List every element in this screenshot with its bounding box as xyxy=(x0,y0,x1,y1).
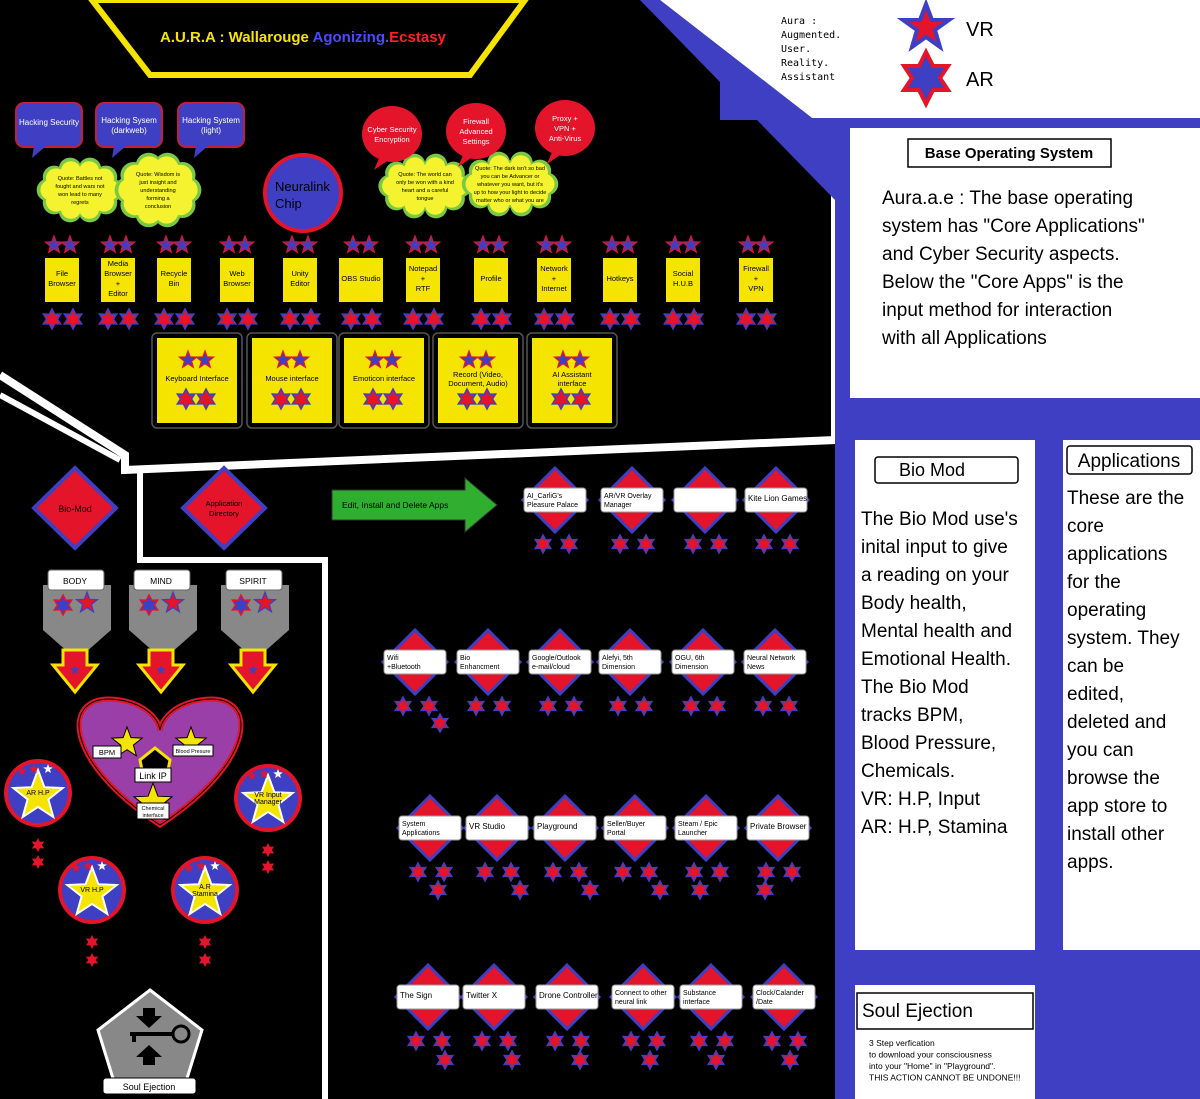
ar-star-icon xyxy=(737,309,754,329)
ar-star-icon xyxy=(652,881,668,899)
ar-star-icon xyxy=(642,1051,658,1069)
ar-star-icon xyxy=(764,1032,780,1050)
quote-bubble xyxy=(115,153,202,227)
ar-star-icon xyxy=(395,697,411,715)
ar-star-icon xyxy=(493,309,510,329)
input-method-tile xyxy=(433,333,523,428)
bio-tab-label: SPIRIT xyxy=(239,576,267,586)
ar-star-icon xyxy=(756,535,772,553)
ar-star-icon xyxy=(342,309,359,329)
app-tile-label: VR Studio xyxy=(469,822,506,831)
app-tile-label: Playground xyxy=(537,822,578,831)
ar-star-icon xyxy=(32,855,44,869)
app-tile xyxy=(535,965,599,1061)
bio-mod-description: The Bio Mod use's inital input to give a reading on your Body health, Mental health and Emotional Health. The Bio Mod tracks BPM, Blood Pressure, Chemicals. VR: H.P, Input AR: H.P, Stamina xyxy=(861,509,1018,838)
core-app-tile xyxy=(43,236,81,329)
ar-star-icon xyxy=(685,535,701,553)
ar-star-icon xyxy=(408,1032,424,1050)
vr-input-stat xyxy=(234,764,302,832)
blood-pressure-label: Blood Presure xyxy=(175,749,211,755)
core-app-tile xyxy=(99,236,137,329)
app-tile-label: Kite Lion Games xyxy=(748,494,808,503)
vr-star-icon xyxy=(619,236,636,252)
security-bubble-label: Hacking Sysem (darkweb) xyxy=(101,116,157,135)
app-tile xyxy=(465,796,529,892)
core-app-label: Recycle Bin xyxy=(160,269,188,288)
ar-star-icon xyxy=(561,535,577,553)
vr-star-icon xyxy=(157,236,174,252)
vr-star-icon xyxy=(173,236,190,252)
ar-star-icon xyxy=(218,309,235,329)
ar-star-icon xyxy=(711,535,727,553)
app-tile-label: Neural Network News xyxy=(747,655,796,671)
app-tile xyxy=(528,630,592,726)
vr-star-icon xyxy=(61,236,78,252)
input-method-label: AI Assistant interface xyxy=(552,370,592,388)
base-os-heading: Base Operating System xyxy=(924,145,1094,162)
app-tile xyxy=(679,965,743,1061)
ar-star-icon xyxy=(547,1032,563,1050)
ar-star-icon xyxy=(781,697,797,715)
chemical-label: Chemical interface xyxy=(141,806,165,819)
vr-star-icon xyxy=(755,236,772,252)
input-method-tile xyxy=(339,333,429,428)
core-app-label: Profile xyxy=(480,274,502,283)
app-tile xyxy=(746,796,810,892)
core-app-tile xyxy=(664,236,702,329)
app-tile-label: Clock/Calander /Date xyxy=(756,990,804,1006)
quote-bubble xyxy=(378,154,471,219)
vr-star-icon xyxy=(490,236,507,252)
page-title: A.U.R.A : Wallarouge Agonizing.Ecstasy xyxy=(160,29,446,46)
ar-star-icon xyxy=(421,697,437,715)
bio-tab-mind xyxy=(129,570,197,692)
app-tile xyxy=(598,630,662,726)
vr-star-icon xyxy=(553,236,570,252)
ar-star-icon xyxy=(430,881,446,899)
security-bubble xyxy=(178,103,244,158)
app-tile-label: System Applications xyxy=(402,821,440,837)
ar-star-icon xyxy=(685,309,702,329)
ar-star-icon xyxy=(425,309,442,329)
ar-star-icon xyxy=(512,881,528,899)
ar-star-icon xyxy=(410,863,426,881)
ar-star-icon xyxy=(572,1051,588,1069)
ar-star-icon xyxy=(64,309,81,329)
ar-star-icon xyxy=(262,843,274,857)
app-tile-label: AI_CarliG's Pleasure Palace xyxy=(527,493,578,509)
app-tile xyxy=(456,630,520,726)
vr-star-icon xyxy=(739,236,756,252)
quote-text: Quote: The dark isn't so bad you can be Advancer or whatever you want, but it's up to how your light to decide matter who or what you are xyxy=(473,166,547,204)
input-method-tile xyxy=(152,333,242,428)
core-app-label: Network + Internet xyxy=(540,264,568,293)
ar-star-icon xyxy=(535,535,551,553)
vr-hp-stat-label: VR H.P xyxy=(80,887,104,894)
ar-star-icon xyxy=(686,863,702,881)
bio-tab-label: MIND xyxy=(150,576,172,586)
app-directory-diamond xyxy=(183,468,265,548)
ar-star-icon xyxy=(363,309,380,329)
app-tile-label: Connect to other neural link xyxy=(615,990,667,1006)
ar-star-icon xyxy=(494,697,510,715)
core-app-label: Notepad + RTF xyxy=(408,264,438,293)
app-tile-label: Alefyi, 5th Dimension xyxy=(602,655,636,671)
ar-star-icon xyxy=(758,309,775,329)
core-app-label: Hotkeys xyxy=(606,274,634,283)
ar-star-icon xyxy=(437,1051,453,1069)
core-app-label: File Browser xyxy=(48,269,76,288)
edit-install-label: Edit, Install and Delete Apps xyxy=(342,500,449,510)
ar-star-icon xyxy=(120,309,137,329)
applications-heading: Applications xyxy=(1077,451,1181,472)
neuralink-chip xyxy=(265,155,341,231)
app-tile-label: The Sign xyxy=(400,991,433,1000)
ar-star-icon xyxy=(239,309,256,329)
bio-mod-heading: Bio Mod xyxy=(898,460,966,480)
vr-star-icon xyxy=(236,236,253,252)
quote-text: Quote: The world can only be won with a kind heart and a careful tongue xyxy=(396,172,454,202)
app-tile xyxy=(383,630,447,726)
app-tile xyxy=(462,965,526,1061)
ar-star-icon xyxy=(535,309,552,329)
ar-star-icon xyxy=(649,1032,665,1050)
ar-star-icon xyxy=(155,309,172,329)
app-tile-label: Private Browser xyxy=(750,822,807,831)
app-tile xyxy=(603,796,667,892)
app-tile-label: Google/Outlook e-mail/cloud xyxy=(532,655,581,671)
core-app-tile xyxy=(281,236,319,329)
edit-install-arrow xyxy=(332,478,497,532)
ar-stamina-stat xyxy=(171,856,239,924)
ar-star-icon xyxy=(432,714,448,732)
ar-star-icon xyxy=(573,1032,589,1050)
app-tile xyxy=(743,630,807,726)
app-tile-label: Twitter X xyxy=(466,991,498,1000)
core-app-label: Social H.U.B xyxy=(672,269,694,288)
ar-star-icon xyxy=(782,535,798,553)
ar-star-icon xyxy=(612,535,628,553)
ar-star-icon xyxy=(262,860,274,874)
vr-star-icon xyxy=(537,236,554,252)
ar-star-icon xyxy=(784,863,800,881)
ar-star-icon xyxy=(571,863,587,881)
ar-star-icon xyxy=(566,697,582,715)
app-tile-label: OGU, 6th Dimension xyxy=(675,655,709,671)
app-tile xyxy=(752,965,816,1061)
quote-bubble xyxy=(37,158,124,223)
input-method-label: Mouse interface xyxy=(265,374,319,383)
defense-bubble-label: Firewall Advanced Settings xyxy=(459,117,493,146)
app-tile-label: Steam / Epic Launcher xyxy=(678,821,718,837)
soul-ejection-icon xyxy=(98,990,202,1094)
ar-star-icon xyxy=(636,697,652,715)
vr-star-icon xyxy=(603,236,620,252)
bio-tab-spirit xyxy=(221,570,289,692)
app-tile xyxy=(744,468,808,553)
ar-star-icon xyxy=(99,309,116,329)
app-tile-label: Bio Enhancment xyxy=(460,655,500,671)
ar-star-icon xyxy=(708,1051,724,1069)
security-bubble-label: Hacking Security xyxy=(18,118,80,127)
ar-star-icon xyxy=(582,881,598,899)
input-method-label: Emoticon interface xyxy=(352,374,416,383)
ar-star-icon xyxy=(540,697,556,715)
bio-tab-label: BODY xyxy=(62,576,88,586)
core-app-label: Web Browser xyxy=(223,269,251,288)
ar-star-icon xyxy=(199,953,211,967)
app-tile-label: Drone Controller xyxy=(539,991,598,1000)
ar-hp-stat-label: AR H.P xyxy=(26,790,50,797)
app-tile xyxy=(671,630,735,726)
quote-text: Quote: Battles not fought and wars not won lead to many regrets xyxy=(55,176,105,206)
app-tile xyxy=(523,468,587,553)
defense-bubble-label: Cyber Security Encryption xyxy=(367,125,417,144)
ar-star-icon xyxy=(86,935,98,949)
ar-star-icon xyxy=(692,881,708,899)
core-app-label: Media Browser + Editor xyxy=(104,259,132,298)
vr-star-icon xyxy=(666,236,683,252)
ar-star-icon xyxy=(474,1032,490,1050)
ar-star-icon xyxy=(683,697,699,715)
core-app-tile xyxy=(601,236,639,329)
core-app-tile xyxy=(218,236,256,329)
bpm-label: BPM xyxy=(98,748,116,757)
ar-star-icon xyxy=(404,309,421,329)
ar-star-icon xyxy=(43,309,60,329)
ar-star-icon xyxy=(434,1032,450,1050)
applications-description: These are the core applications for the operating system. They can be edited, deleted and you can browse the app store to install other apps. xyxy=(1067,488,1185,873)
security-bubble-label: Hacking System (light) xyxy=(182,116,240,135)
app-tile xyxy=(674,796,738,892)
ar-star-icon xyxy=(610,697,626,715)
app-tile-label: Seller/Buyer Portal xyxy=(607,821,646,837)
bio-tab-body xyxy=(43,570,111,692)
soul-ejection-heading: Soul Ejection xyxy=(862,1001,973,1022)
vr-star-icon xyxy=(220,236,237,252)
security-bubble xyxy=(16,103,82,158)
ar-star-icon xyxy=(615,863,631,881)
core-app-label: Firewall + VPN xyxy=(743,264,769,293)
input-method-label: Record (Video, Document, Audio) xyxy=(448,370,508,388)
ar-star-icon xyxy=(281,309,298,329)
defense-bubble xyxy=(535,100,595,164)
ar-star-icon xyxy=(758,863,774,881)
ar-star-icon xyxy=(664,309,681,329)
ar-star-icon xyxy=(755,697,771,715)
vr-star-icon xyxy=(344,236,361,252)
bio-mod-diamond xyxy=(34,468,116,548)
ar-star-icon xyxy=(717,1032,733,1050)
app-tile-label: AR/VR Overlay Manager xyxy=(604,493,652,509)
vr-star-icon xyxy=(45,236,62,252)
ar-star-icon xyxy=(503,863,519,881)
title-banner xyxy=(92,0,525,75)
ar-stamina-stat-label: A.R Stamina xyxy=(192,884,218,898)
ar-star-icon xyxy=(500,1032,516,1050)
app-tile xyxy=(600,468,664,553)
app-tile-label: Wifi +Bluetooth xyxy=(387,655,421,671)
vr-star-icon xyxy=(299,236,316,252)
ar-star-icon xyxy=(638,535,654,553)
app-tile xyxy=(396,965,460,1061)
app-directory-label: Application Directory xyxy=(205,499,243,518)
vr-star-icon xyxy=(117,236,134,252)
quote-text: Quote: Wisdom is just insight and understanding forming a conclusion xyxy=(135,172,181,210)
core-app-tile xyxy=(737,236,775,329)
neuralink-label: Neuralink Chip xyxy=(275,179,330,211)
app-tile xyxy=(611,965,675,1061)
ar-hp-stat xyxy=(4,759,72,827)
vr-input-stat-label: VR Input Manager xyxy=(254,792,282,806)
ar-star-icon xyxy=(504,1051,520,1069)
ar-star-icon xyxy=(468,697,484,715)
ar-star-icon xyxy=(545,863,561,881)
ar-star-icon xyxy=(623,1032,639,1050)
vr-star-icon xyxy=(422,236,439,252)
quote-bubble xyxy=(462,152,558,217)
ar-star-icon xyxy=(601,309,618,329)
core-app-tile xyxy=(155,236,193,329)
soul-ejection-label: Soul Ejection xyxy=(122,1082,176,1092)
link-ip-label: Link IP xyxy=(139,771,167,781)
ar-star-icon xyxy=(86,953,98,967)
ar-label: AR xyxy=(966,69,994,91)
vr-star-icon xyxy=(474,236,491,252)
vr-label: VR xyxy=(966,19,994,41)
core-app-tile xyxy=(535,236,573,329)
base-os-description: Aura.a.e : The base operating system has "Core Applications" and Cyber Security aspects. Below the "Core Apps" is the input method for interaction with all Applications xyxy=(882,188,1145,349)
vr-star-icon xyxy=(682,236,699,252)
input-method-tile xyxy=(527,333,617,428)
vr-star-icon xyxy=(283,236,300,252)
defense-bubble-label: Proxy + VPN + Anti-Virus xyxy=(548,114,582,143)
app-tile xyxy=(398,796,462,892)
ar-star-icon xyxy=(199,935,211,949)
ar-star-icon xyxy=(709,697,725,715)
vr-star-icon xyxy=(360,236,377,252)
ar-star-icon xyxy=(782,1051,798,1069)
ar-star-icon xyxy=(436,863,452,881)
ar-star-icon xyxy=(622,309,639,329)
vr-star-icon xyxy=(406,236,423,252)
app-tile-label: Substance interface xyxy=(683,990,717,1006)
core-app-tile xyxy=(404,236,442,329)
ar-star-icon xyxy=(691,1032,707,1050)
ar-star-icon xyxy=(790,1032,806,1050)
ar-star-icon xyxy=(302,309,319,329)
ar-star-icon xyxy=(712,863,728,881)
input-method-tile xyxy=(247,333,337,428)
input-method-label: Keyboard Interface xyxy=(165,374,229,383)
acronym-text: Aura : Augmented. User. Reality. Assistant xyxy=(781,16,842,83)
core-app-tile xyxy=(472,236,510,329)
security-bubble xyxy=(96,103,162,158)
bio-mod-label: Bio-Mod xyxy=(58,504,92,514)
core-app-label: OBS Studio xyxy=(341,274,381,283)
ar-star-icon xyxy=(32,838,44,852)
ar-star-icon xyxy=(176,309,193,329)
vr-hp-stat xyxy=(58,856,126,924)
soul-ejection-description: 3 Step verfication to download your consciousness into your "Home" in "Playground". THIS ACTION CANNOT BE UNDONE!!! xyxy=(869,1038,1021,1083)
ar-star-icon xyxy=(472,309,489,329)
heart-hub xyxy=(79,699,241,825)
ar-star-icon xyxy=(556,309,573,329)
ar-star-icon xyxy=(641,863,657,881)
core-app-tile xyxy=(339,236,383,329)
ar-star-icon xyxy=(757,881,773,899)
core-app-label: Unity Editor xyxy=(290,269,310,288)
ar-star-icon xyxy=(477,863,493,881)
vr-star-icon xyxy=(101,236,118,252)
app-tile xyxy=(533,796,597,892)
